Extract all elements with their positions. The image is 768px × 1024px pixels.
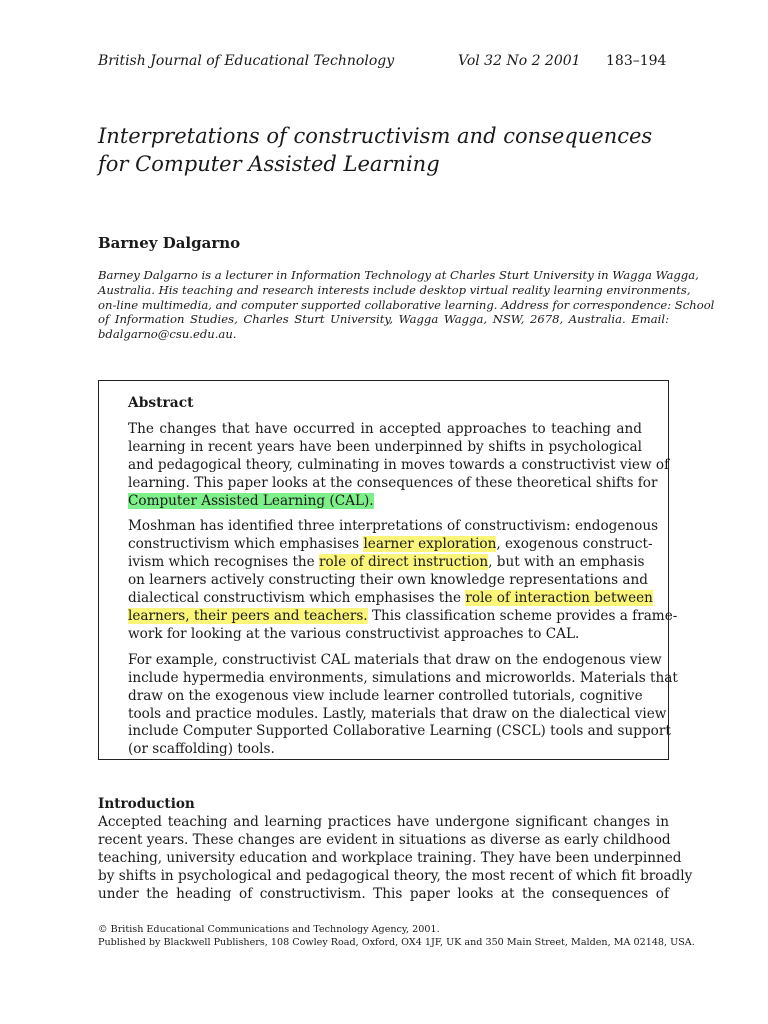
- abstract-box: [98, 380, 678, 760]
- highlight-green: Computer Assisted Learning (CAL).: [128, 492, 374, 509]
- abstract-line: [128, 493, 642, 511]
- body-line: teaching, university education and workplace training. They have been underpinned: [98, 849, 682, 866]
- title-line: for Computer Assisted Learning: [98, 152, 440, 176]
- abstract-line: [128, 607, 678, 626]
- body-line: by shifts in psychological and pedagogical theory, the most recent of which fit broadly: [98, 867, 693, 884]
- abstract-line: Moshman has identified three interpretations of constructivism: endogenous: [128, 518, 659, 535]
- author-bio: [98, 268, 715, 342]
- text-run: , but with an emphasis: [488, 554, 645, 571]
- section-heading: Introduction: [98, 796, 195, 812]
- abstract-line: tools and practice modules. Lastly, materials that draw on the dialectical view: [128, 705, 667, 722]
- text-run: constructivism which emphasises: [128, 536, 364, 553]
- abstract-content: [128, 395, 678, 759]
- abstract-line: learning. This paper looks at the consequences of these theoretical shifts for: [128, 474, 658, 491]
- abstract-line: [128, 536, 653, 554]
- author-name: Barney Dalgarno: [98, 234, 241, 252]
- page-footer: [98, 924, 695, 949]
- introduction-section: [98, 796, 693, 903]
- article-title: [98, 122, 670, 178]
- abstract-line: [128, 590, 653, 608]
- abstract-paragraph-2: [128, 518, 678, 643]
- title-line: Interpretations of constructivism and consequences: [98, 124, 653, 148]
- bio-email: bdalgarno@csu.edu.au.: [98, 327, 237, 342]
- body-line: under the heading of constructivism. This paper looks at the consequences of: [98, 885, 669, 902]
- text-run: ivism which recognises the: [128, 554, 320, 571]
- highlight-yellow: learners, their peers and teachers.: [128, 607, 368, 624]
- bio-line: of Information Studies, Charles Sturt University, Wagga Wagga, NSW, 2678, Australia. Email:: [98, 312, 669, 327]
- copyright-notice: © British Educational Communications and Technology Agency, 2001.: [98, 924, 440, 935]
- text-run: dialectical constructivism which emphasises the: [128, 590, 466, 607]
- bio-line: Barney Dalgarno is a lecturer in Information Technology at Charles Sturt University in Wagga Wagga,: [98, 268, 699, 282]
- abstract-line: include hypermedia environments, simulations and microworlds. Materials that: [128, 669, 678, 686]
- abstract-line: work for looking at the various constructivist approaches to CAL.: [128, 625, 580, 642]
- highlight-yellow: role of interaction between: [465, 590, 653, 607]
- abstract-paragraph-3: [128, 651, 678, 759]
- text-run: This classification scheme provides a frame-: [367, 607, 678, 624]
- abstract-paragraph-1: [128, 420, 670, 511]
- abstract-line: learning in recent years have been underpinned by shifts in psychological: [128, 438, 642, 455]
- abstract-line: [128, 554, 645, 572]
- abstract-line: on learners actively constructing their own knowledge representations and: [128, 572, 648, 589]
- abstract-line: For example, constructivist CAL materials that draw on the endogenous view: [128, 651, 662, 668]
- abstract-heading: Abstract: [128, 395, 194, 411]
- page-range: 183–194: [606, 53, 667, 69]
- running-header: [98, 52, 670, 70]
- journal-name: British Journal of Educational Technology: [98, 53, 395, 69]
- highlight-yellow: learner exploration: [363, 536, 497, 553]
- abstract-line: draw on the exogenous view include learner controlled tutorials, cognitive: [128, 687, 643, 704]
- abstract-line: and pedagogical theory, culminating in moves towards a constructivist view of: [128, 456, 670, 473]
- body-line: Accepted teaching and learning practices have undergone significant changes in: [98, 813, 669, 830]
- bio-line: on-line multimedia, and computer supported collaborative learning. Address for correspondence: School: [98, 297, 715, 312]
- bio-line: Australia. His teaching and research interests include desktop virtual reality learning environments,: [98, 282, 691, 297]
- publisher-notice: Published by Blackwell Publishers, 108 Cowley Road, Oxford, OX4 1JF, UK and 350 Main Street, Malden, MA 02148, USA.: [98, 936, 695, 948]
- text-run: , exogenous construct-: [496, 536, 653, 553]
- abstract-line: The changes that have occurred in accepted approaches to teaching and: [128, 420, 642, 437]
- volume-info: Vol 32 No 2 2001: [458, 53, 581, 69]
- abstract-line: (or scaffolding) tools.: [128, 741, 275, 758]
- abstract-line: include Computer Supported Collaborative Learning (CSCL) tools and support: [128, 723, 671, 740]
- highlight-yellow: role of direct instruction: [319, 554, 489, 571]
- body-line: recent years. These changes are evident in situations as diverse as early childhood: [98, 831, 671, 848]
